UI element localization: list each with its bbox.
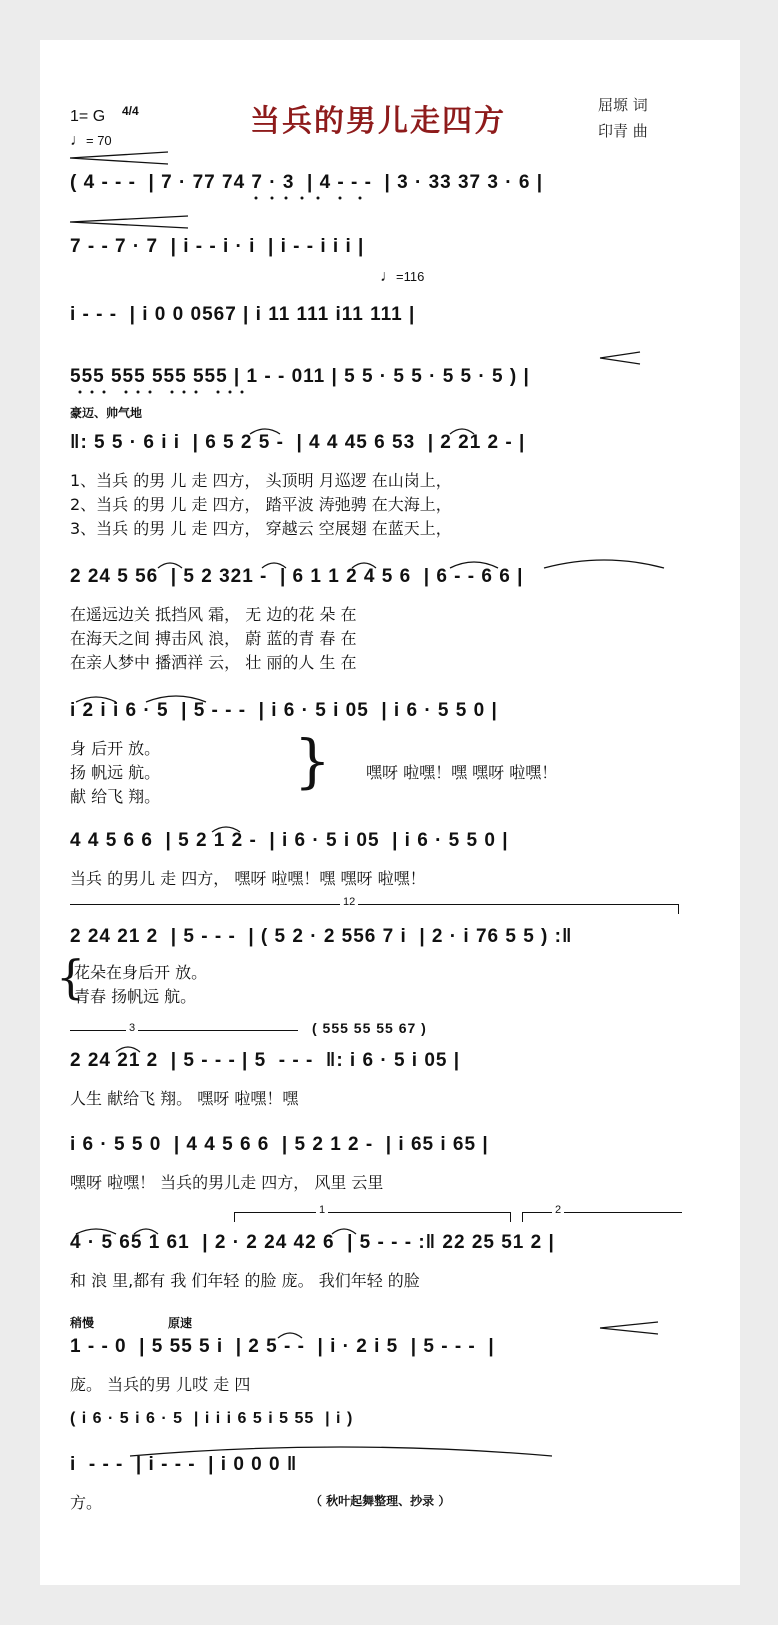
slur xyxy=(76,1229,116,1234)
score-row-15: i - - - | i - - - | i 0 0 0 ‖ xyxy=(70,1454,298,1475)
lyric-verse-2: 青春 扬帆远 航。 xyxy=(74,987,197,1006)
lyric-line: 嘿呀 啦嘿！ 当兵的男儿走 四方， 风里 云里 xyxy=(70,1173,384,1192)
score-row-4: 555 555 555 555 | 1 - - 011 | 5 5 · 5 5 · 5 5 · 5 ) | xyxy=(70,366,530,387)
slur xyxy=(158,563,182,568)
lyric-line: 庞。 当兵的男 儿哎 走 四 xyxy=(70,1375,251,1394)
score-row-8: 4 4 5 6 6 | 5 2 1 2 - | i 6 · 5 i 05 | i 6 · 5 5 0 | xyxy=(70,830,509,851)
expression-mark: 稍慢 xyxy=(70,1316,95,1330)
song-title: 当兵的男儿走四方 xyxy=(250,104,506,139)
lyric-verse-2: 2、当兵 的男 儿 走 四方， 踏平波 涛弛骋 在大海上， xyxy=(70,495,452,514)
score-row-3: i - - - | i 0 0 0567 | i 11 111 i11 111 | xyxy=(70,304,416,325)
slur xyxy=(450,429,474,434)
composer-credit: 印青 曲 xyxy=(598,122,648,140)
lyric-verse-1: 花朵在身后开 放。 xyxy=(74,963,208,982)
score-row-12: 4 · 5 65 1 61 | 2 · 2 24 42 6 | 5 - - - :‖ 22 25 51 2 | xyxy=(70,1232,555,1253)
volta-number: 12 xyxy=(340,896,358,908)
crescendo-mark xyxy=(70,152,168,164)
slur xyxy=(278,1333,302,1338)
lyric-verse-1: 在遥远边关 抵挡风 霜， 无 边的花 朵 在 xyxy=(70,605,357,624)
lyricist-credit: 屈塬 词 xyxy=(598,96,648,114)
score-row-1: ( 4 - - - | 7 · 77 74 7 · 3 | 4 - - - | 3 · 33 37 3 · 6 | xyxy=(70,172,544,193)
time-signature: 4/4 xyxy=(122,104,139,118)
octave-dots xyxy=(79,391,244,394)
lyric-verse-2: 扬 帆远 航。 xyxy=(70,763,161,782)
lyric-verse-3: 3、当兵 的男 儿 走 四方， 穿越云 空展翅 在蓝天上， xyxy=(70,519,452,538)
left-brace: { xyxy=(56,950,86,1004)
slur xyxy=(212,827,240,832)
crescendo-mark xyxy=(600,352,640,364)
lyric-verse-1: 1、当兵 的男 儿 走 四方， 头顶明 月巡逻 在山岗上， xyxy=(70,471,452,490)
lyric-refrain: 嘿呀 啦嘿！嘿 嘿呀 啦嘿！ xyxy=(366,763,558,782)
slur xyxy=(134,1229,158,1234)
lyric-line: 人生 献给飞 翔。 嘿呀 啦嘿！嘿 xyxy=(70,1089,299,1108)
score-row-10: 2 24 21 2 | 5 - - - | 5 - - - ‖: i 6 · 5 i 05 | xyxy=(70,1050,461,1071)
key-signature: 1= G xyxy=(70,108,106,125)
tempo-initial: ♩= 70 xyxy=(70,132,112,149)
notation-decorations xyxy=(40,40,740,1585)
lyric-verse-3: 献 给飞 翔。 xyxy=(70,787,161,806)
slur xyxy=(332,1229,356,1234)
quarter-note-icon: ♩ xyxy=(70,132,86,149)
expression-mark: 原速 xyxy=(168,1316,193,1330)
slur xyxy=(544,560,664,568)
slur xyxy=(262,563,286,568)
score-sheet xyxy=(40,40,740,1585)
crescendo-mark xyxy=(600,1322,658,1334)
score-row-9: 2 24 21 2 | 5 - - - | ( 5 2 · 2 556 7 i | 2 · i 76 5 5 ) :‖ xyxy=(70,926,573,947)
score-row-14: ( i 6 · 5 i 6 · 5 | i i i 6 5 i 5 55 | i ) xyxy=(70,1410,354,1427)
crescendo-mark xyxy=(70,216,188,228)
tempo-change: ♩=116 xyxy=(380,268,425,285)
upper-notes: ( 555 55 55 67 ) xyxy=(312,1020,427,1036)
tie xyxy=(130,1447,552,1456)
volta-number: 3 xyxy=(126,1022,138,1034)
slur xyxy=(352,563,376,568)
right-brace: } xyxy=(294,727,331,795)
quarter-note-icon: ♩ xyxy=(380,268,396,285)
octave-dots xyxy=(255,197,362,200)
lyric-verse-2: 在海天之间 搏击风 浪， 蔚 蓝的青 春 在 xyxy=(70,629,357,648)
score-row-5: ‖: 5 5 · 6 i i | 6 5 2 5 - | 4 4 45 6 53 | 2 21 2 - | xyxy=(70,432,526,453)
lyric-line: 和 浪 里,都有 我 们年轻 的脸 庞。 我们年轻 的脸 xyxy=(70,1271,420,1290)
slur xyxy=(450,562,498,568)
expression-mark: 豪迈、帅气地 xyxy=(70,406,143,420)
score-row-13: 1 - - 0 | 5 55 5 i | 2 5 - - | i · 2 i 5 | 5 - - - | xyxy=(70,1336,495,1357)
slur xyxy=(116,1047,140,1052)
lyric-line: 当兵 的男儿 走 四方， 嘿呀 啦嘿！嘿 嘿呀 啦嘿！ xyxy=(70,869,426,888)
volta-number: 2 xyxy=(552,1204,564,1216)
score-row-7: i 2 i i 6 · 5 | 5 - - - | i 6 · 5 i 05 | i 6 · 5 5 0 | xyxy=(70,700,498,721)
footer-credit: （ 秋叶起舞整理、抄录 ） xyxy=(310,1494,451,1508)
volta-number: 1 xyxy=(316,1204,328,1216)
lyric-line: 方。 xyxy=(70,1493,103,1512)
score-row-6: 2 24 5 56 | 5 2 321 - | 6 1 1 2 4 5 6 | 6 - - 6 6 | xyxy=(70,566,524,587)
lyric-verse-3: 在亲人梦中 播洒祥 云， 壮 丽的人 生 在 xyxy=(70,653,357,672)
lyric-verse-1: 身 后开 放。 xyxy=(70,739,161,758)
slur xyxy=(250,429,280,434)
slur xyxy=(76,697,116,702)
score-row-2: 7 - - 7 · 7 | i - - i · i | i - - i i i | xyxy=(70,236,365,257)
score-row-11: i 6 · 5 5 0 | 4 4 5 6 6 | 5 2 1 2 - | i 65 i 65 | xyxy=(70,1134,489,1155)
slur xyxy=(146,696,206,702)
